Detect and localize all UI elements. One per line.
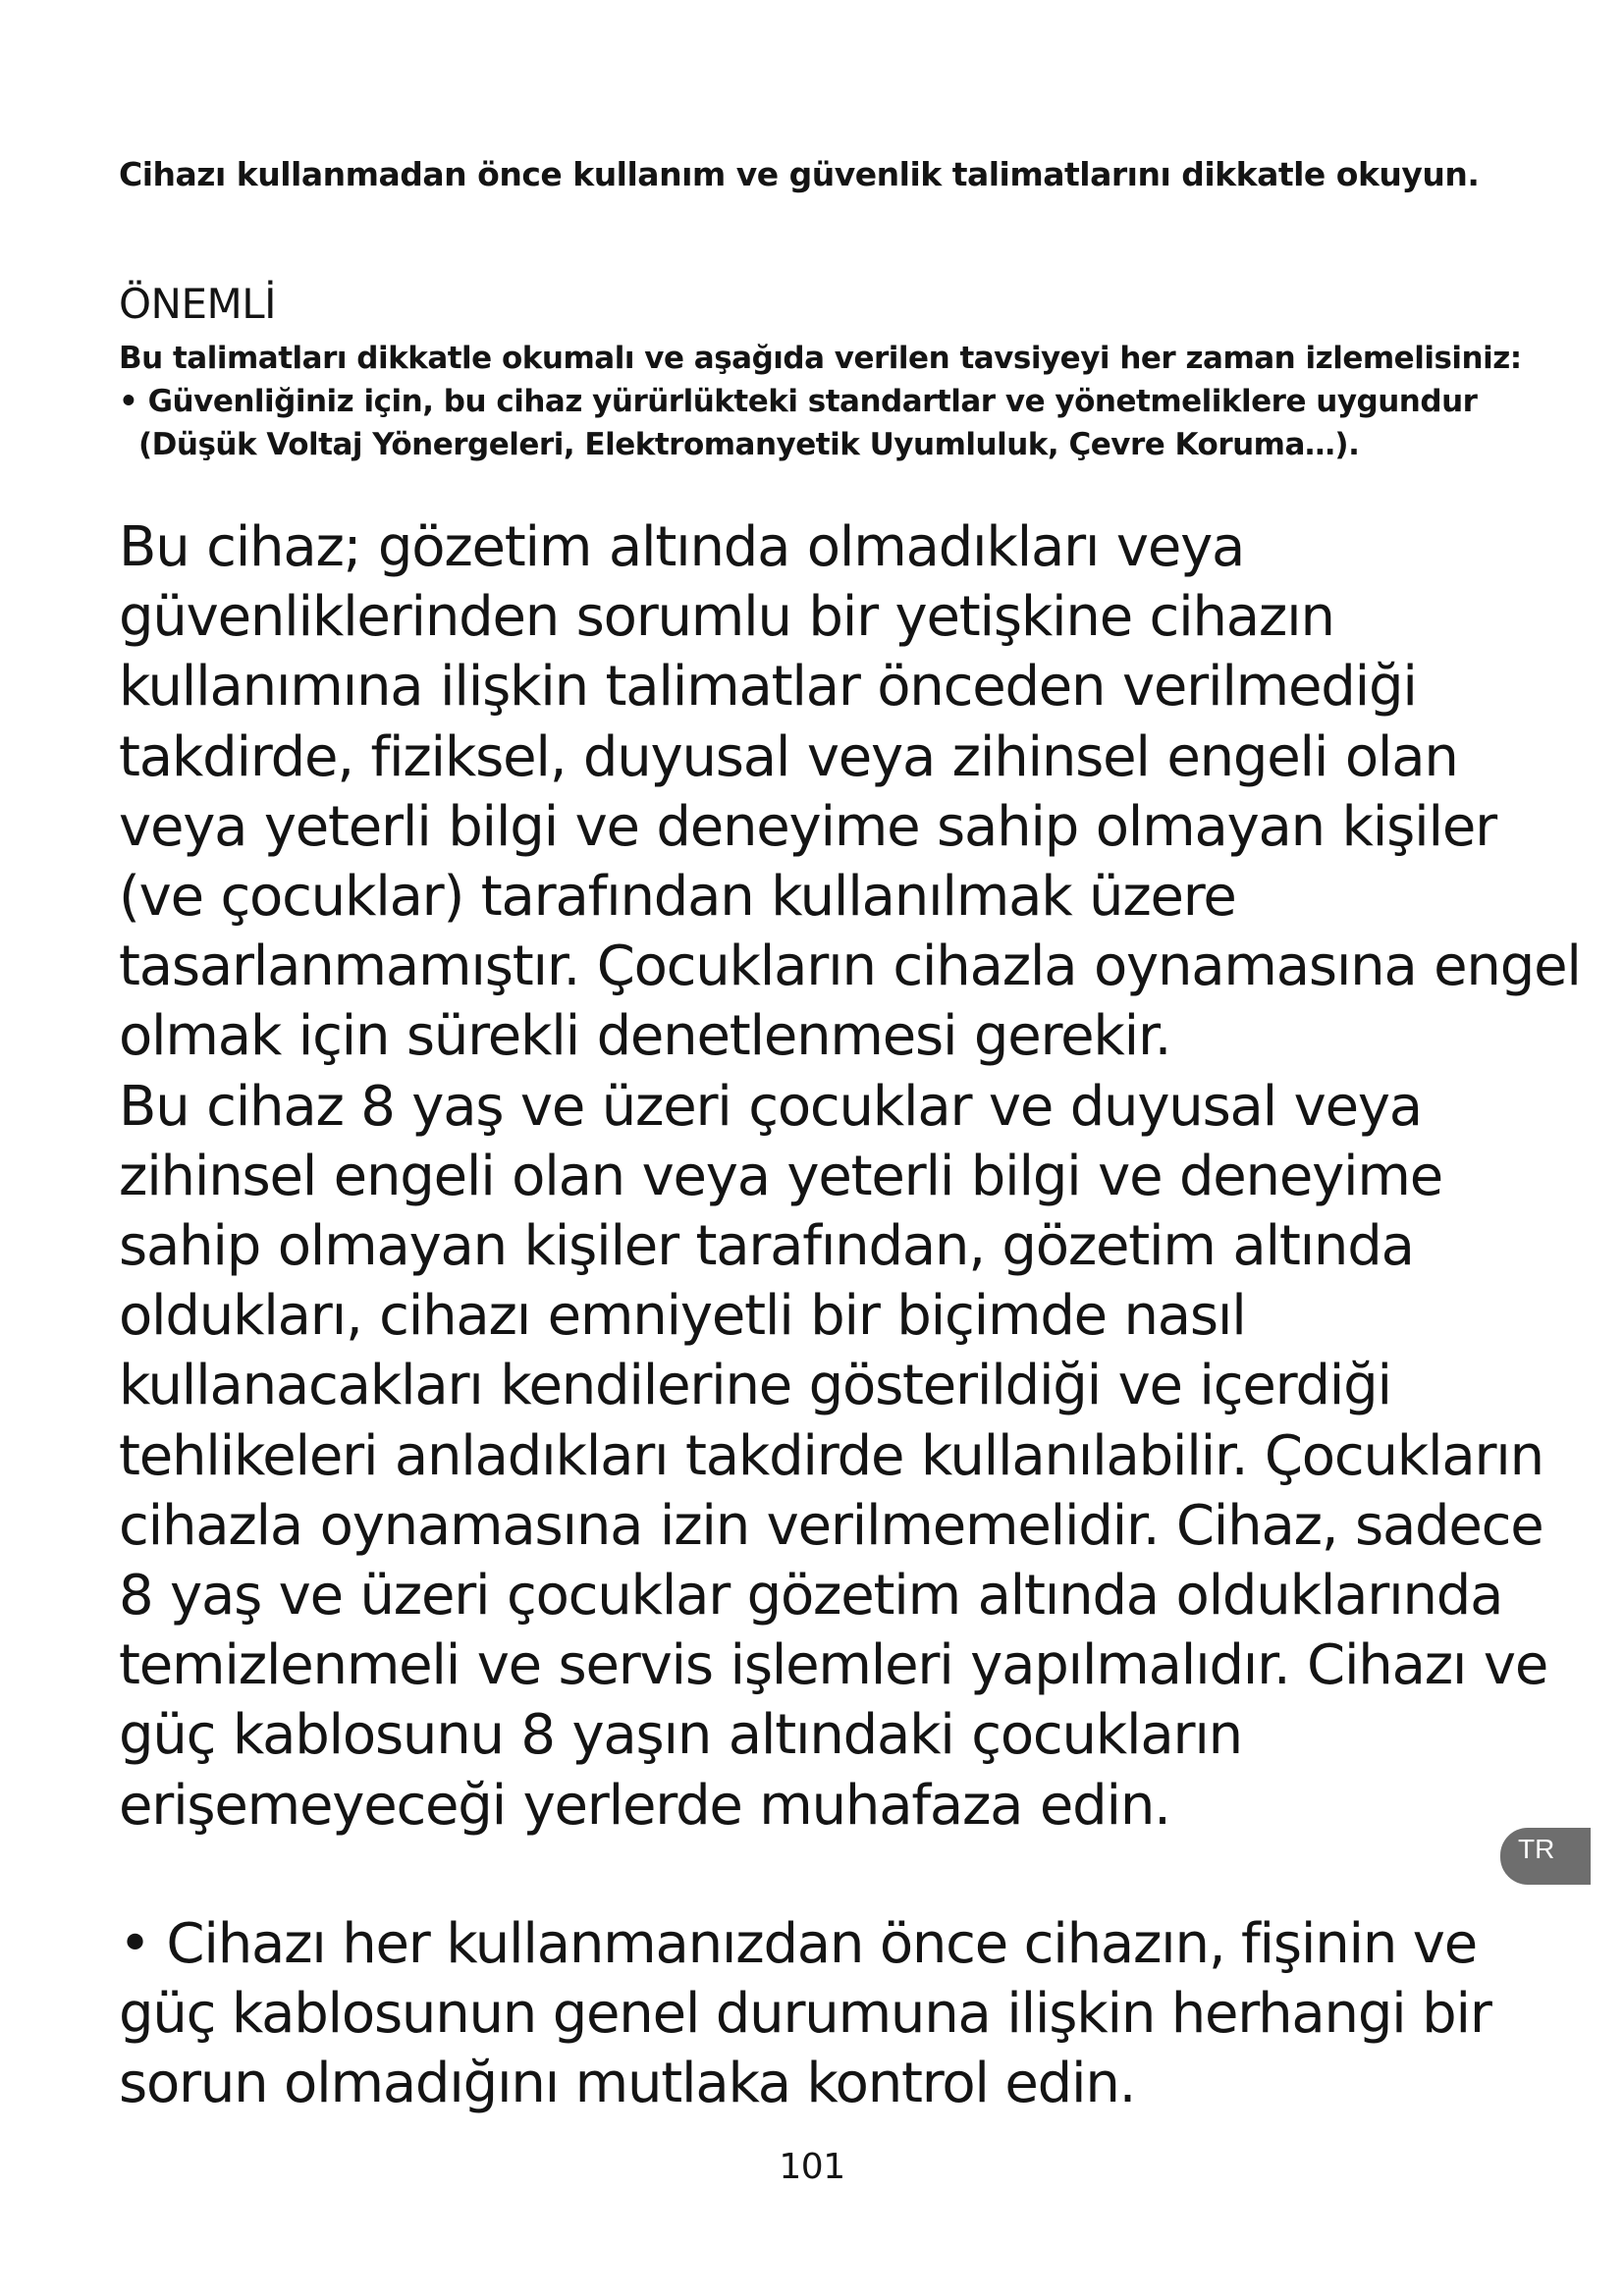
intro-instruction: Cihazı kullanmadan önce kullanım ve güvenlik talimatlarını dikkatle okuyun. (119, 155, 1480, 193)
important-line-directives: (Düşük Voltaj Yönergeleri, Elektromanyetik Uyumluluk, Çevre Koruma…). (138, 427, 1360, 462)
supervision-paragraph: Bu cihaz; gözetim altında olmadıkları veya güvenliklerinden sorumlu bir yetişkine cihazın kullanımına ilişkin talimatlar önceden verilmediği takdirde, fiziksel, duyusal veya zihinsel engeli olan veya yeterli bilgi ve deneyime sahip olmayan kişiler (ve çocuklar) tarafından kullanılmak üzere tasarlanmamıştır. Çocukların cihazla oynamasına engel olmak için sürekli denetlenmesi gerekir. (119, 515, 1581, 1069)
important-line-safety-bullet: • Güvenliğiniz için, bu cihaz yürürlükteki standartlar ve yönetmeliklere uygundur (119, 384, 1478, 419)
page-number: 101 (779, 2147, 845, 2187)
check-paragraph: • Cihazı her kullanmanızdan önce cihazın, fişinin ve güç kablosunun genel durumuna ilişkin herhangi bir sorun olmadığını mutlaka kontrol edin. (119, 1912, 1491, 2115)
children-usage-paragraph: Bu cihaz 8 yaş ve üzeri çocuklar ve duyusal veya zihinsel engeli olan veya yeterli bilgi ve deneyime sahip olmayan kişiler tarafından, gözetim altında oldukları, cihazı emniyetli bir biçimde nasıl kullanacakları kendilerine gösterildiği ve içerdiği tehlikeleri anladıkları takdirde kullanılabilir. Çocukların cihazla oynamasına izin verilmemelidir. Cihaz, sadece 8 yaş ve üzeri çocuklar gözetim altında olduklarında temizlenmeli ve servis işlemleri yapılmalıdır. Cihazı ve güç kablosunu 8 yaşın altındaki çocukların erişemeyeceği yerlerde muhafaza edin. (119, 1074, 1548, 1838)
check-instruction (119, 1909, 1582, 2118)
language-tab: TR (1500, 1828, 1591, 1885)
important-notice (119, 337, 1592, 466)
safety-warning-text (119, 512, 1582, 1841)
important-heading: ÖNEMLİ (119, 280, 277, 328)
important-line-advice: Bu talimatları dikkatle okumalı ve aşağıda verilen tavsiyeyi her zaman izlemelisiniz: (119, 341, 1522, 376)
